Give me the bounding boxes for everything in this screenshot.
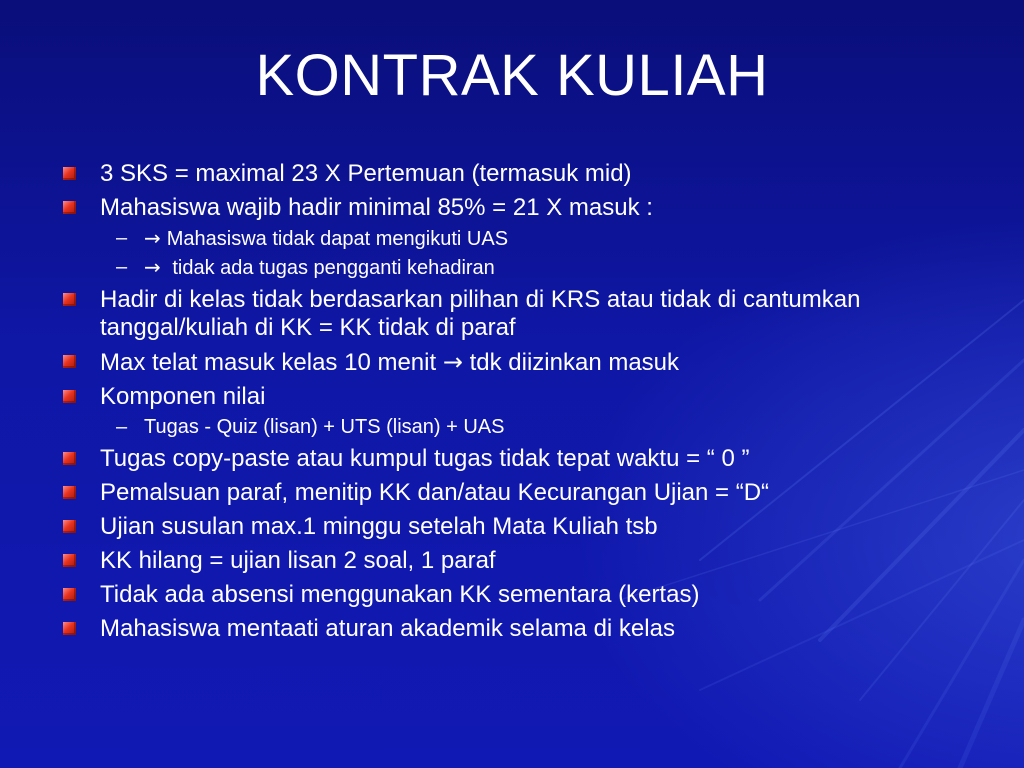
square-bullet-icon: [63, 554, 76, 567]
item-text: Komponen nilai: [100, 383, 266, 410]
list-item: [60, 383, 980, 411]
list-item: [60, 479, 980, 507]
item-text: Pemalsuan paraf, menitip KK dan/atau Kecurangan Ujian = “D“: [100, 479, 770, 506]
dash-marker: –: [116, 227, 128, 249]
list-item: [60, 581, 980, 609]
item-text: 3 SKS = maximal 23 X Pertemuan (termasuk mid): [100, 160, 632, 187]
slide-title: KONTRAK KULIAH: [255, 43, 769, 108]
dash-marker: –: [116, 256, 128, 278]
list-item: [60, 513, 980, 541]
sub-list-item: [60, 226, 980, 251]
square-bullet-icon: [63, 520, 76, 533]
list-item: [60, 160, 980, 188]
arrow-right-icon: →: [442, 348, 463, 376]
item-text-before: Max telat masuk kelas 10 menit: [100, 349, 443, 376]
item-text: Tugas copy-paste atau kumpul tugas tidak tepat waktu = “ 0 ”: [100, 445, 750, 472]
square-bullet-icon: [63, 201, 76, 214]
list-item: [60, 445, 980, 473]
square-bullet-icon: [63, 588, 76, 601]
list-item: [60, 194, 980, 222]
arrow-right-icon: →: [144, 226, 161, 250]
list-item: [60, 286, 980, 342]
square-bullet-icon: [63, 293, 76, 306]
dash-marker: –: [116, 416, 128, 438]
square-bullet-icon: [63, 167, 76, 180]
bullet-list: [60, 160, 980, 649]
square-bullet-icon: [63, 486, 76, 499]
item-text: Mahasiswa wajib hadir minimal 85% = 21 X masuk :: [100, 194, 653, 221]
list-item: [60, 348, 980, 377]
item-text-after: tdk diizinkan masuk: [462, 349, 680, 376]
item-text: Ujian susulan max.1 minggu setelah Mata Kuliah tsb: [100, 513, 658, 540]
sub-item-text: Mahasiswa tidak dapat mengikuti UAS: [166, 228, 509, 250]
list-item: [60, 615, 980, 643]
sub-list-item: [60, 415, 980, 439]
square-bullet-icon: [63, 622, 76, 635]
square-bullet-icon: [63, 452, 76, 465]
sub-item-text: Tugas - Quiz (lisan) + UTS (lisan) + UAS: [144, 416, 505, 438]
sub-item-text: tidak ada tugas pengganti kehadiran: [166, 257, 495, 279]
item-text: Hadir di kelas tidak berdasarkan pilihan di KRS atau tidak di cantumkan tanggal/kuliah di KK = KK tidak di paraf: [100, 286, 861, 341]
square-bullet-icon: [63, 355, 76, 368]
item-text: KK hilang = ujian lisan 2 soal, 1 paraf: [100, 547, 496, 574]
sub-list-item: [60, 255, 980, 280]
item-text: Tidak ada absensi menggunakan KK sementara (kertas): [100, 581, 700, 608]
list-item: [60, 547, 980, 575]
item-text: Mahasiswa mentaati aturan akademik selama di kelas: [100, 615, 675, 642]
square-bullet-icon: [63, 390, 76, 403]
arrow-right-icon: →: [144, 255, 161, 279]
